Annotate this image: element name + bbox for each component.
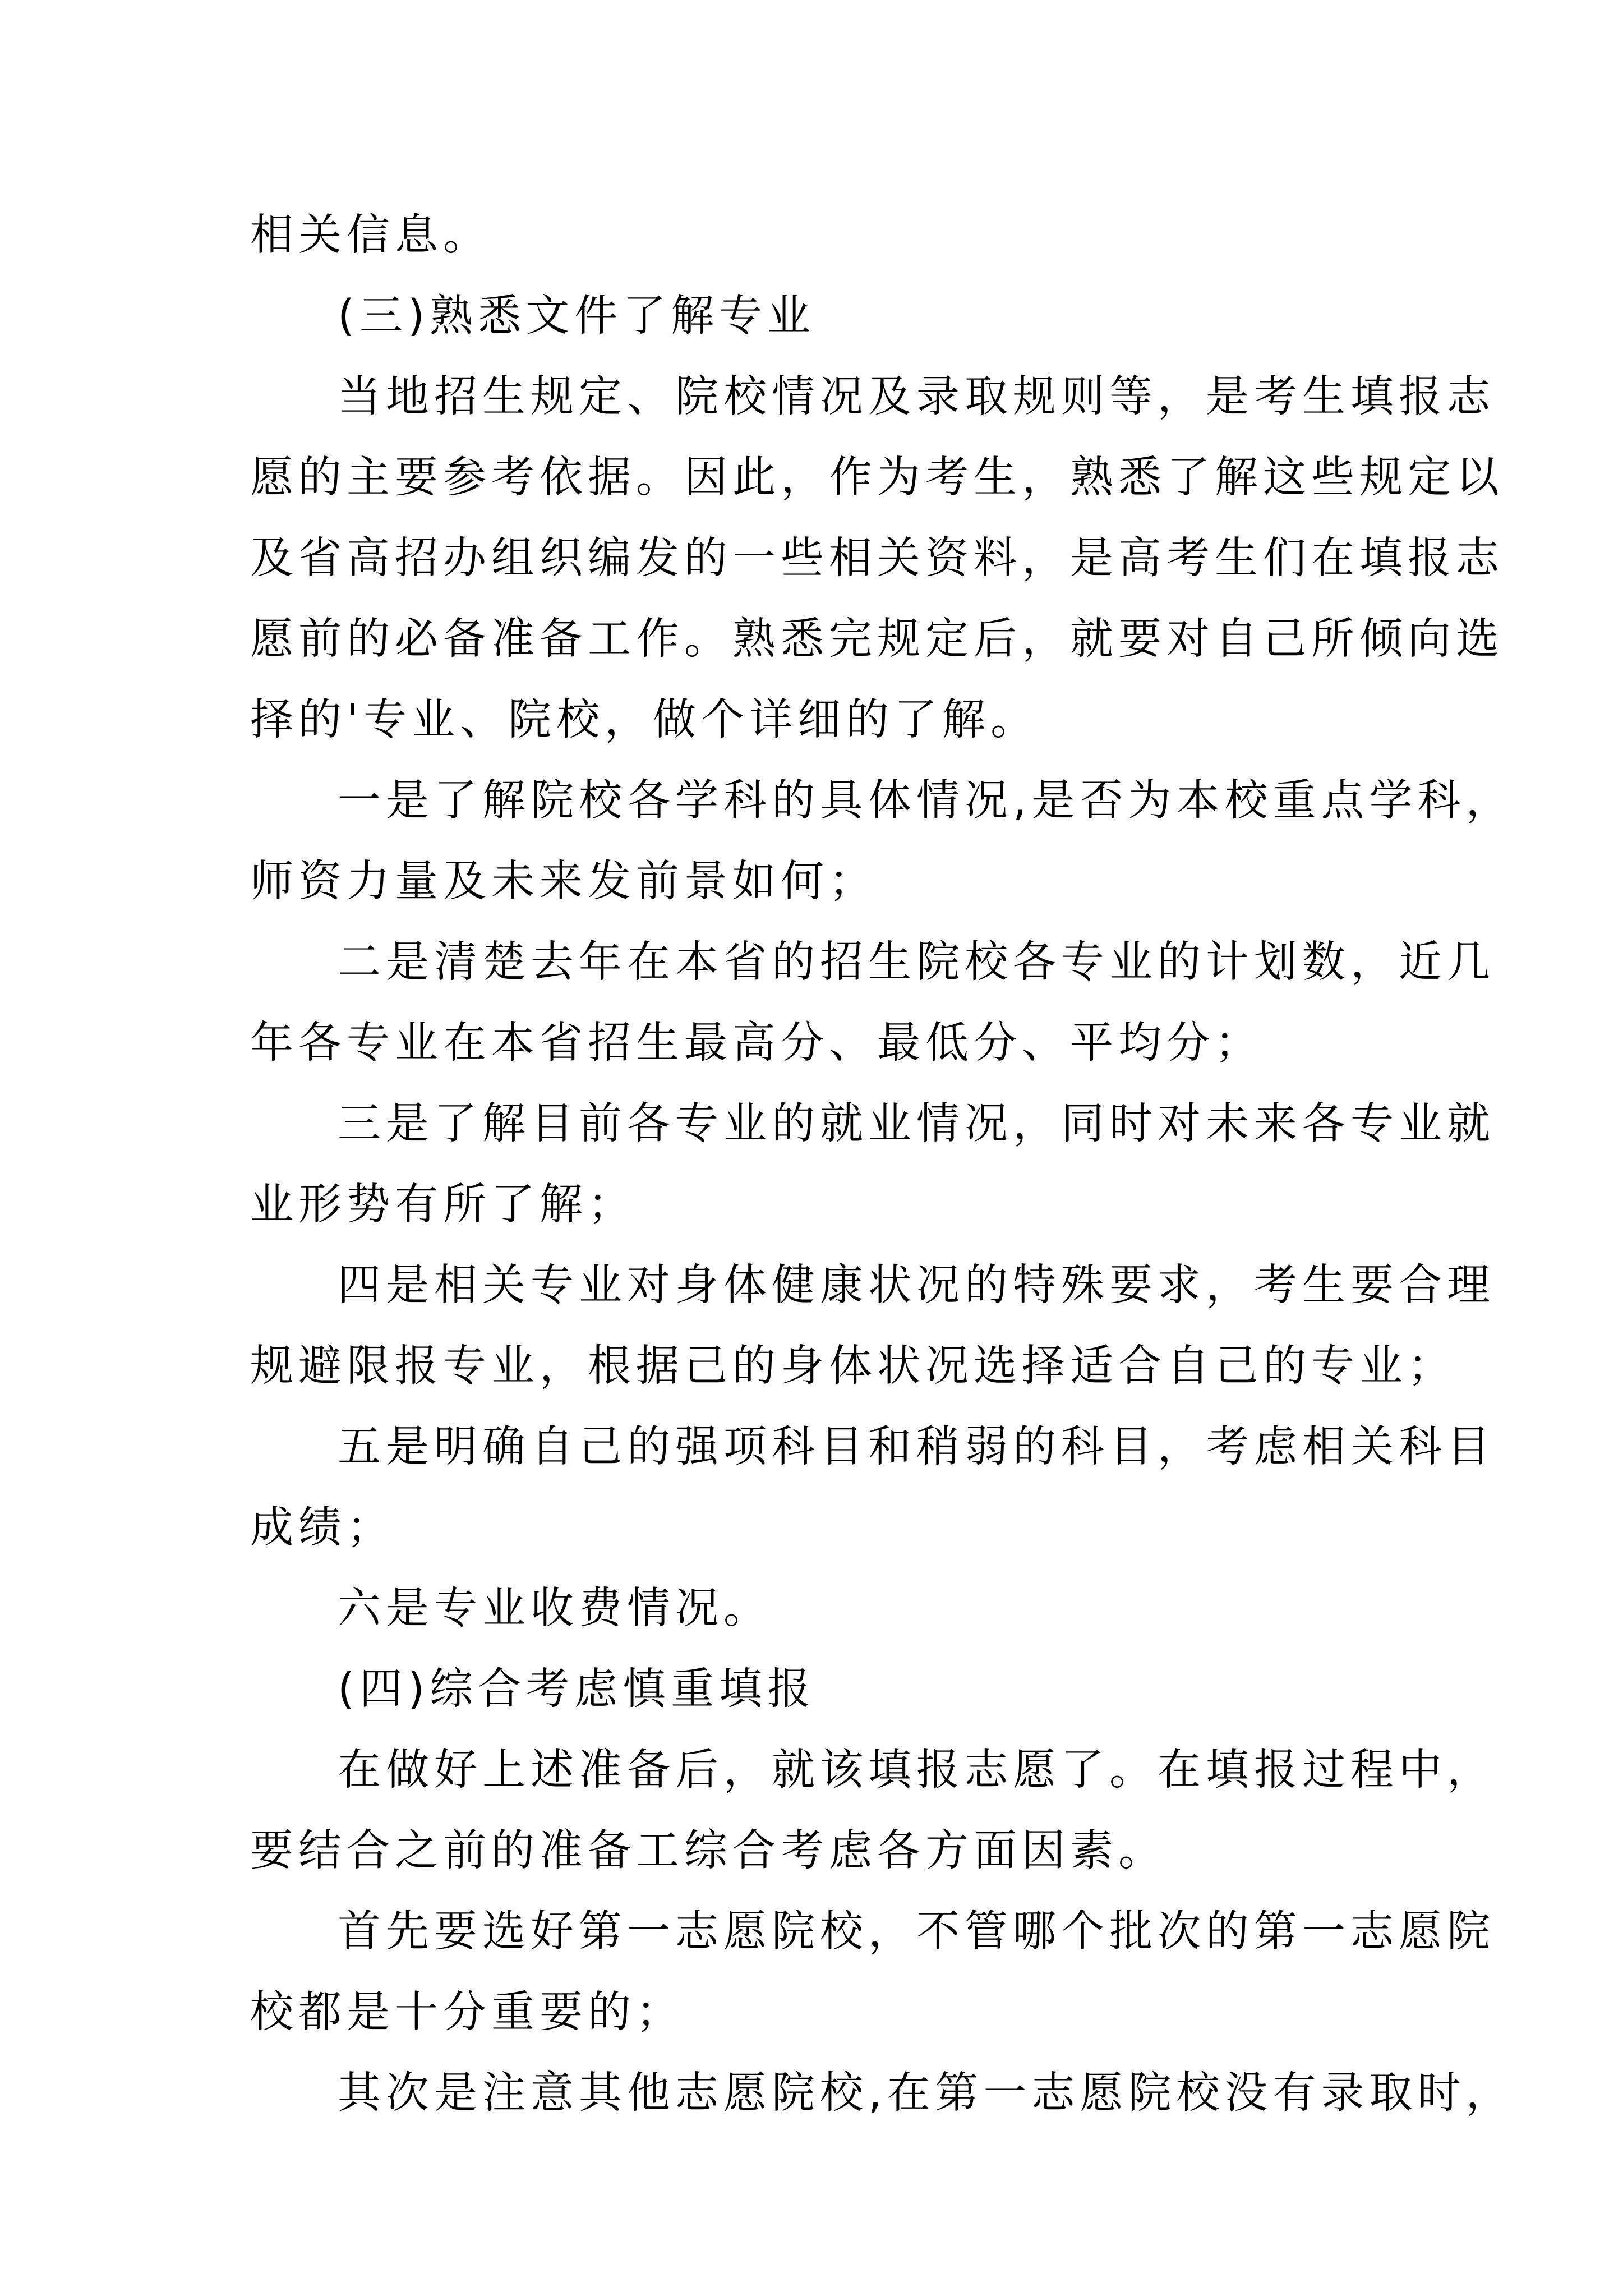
- text-line: 相关信息。: [250, 210, 491, 260]
- text-line: 愿前的必备准备工作。熟悉完规定后，就要对自己所倾向选: [250, 614, 1504, 664]
- text-line: 规避限报专业，根据己的身体状况选择适合自己的专业；: [250, 1341, 1456, 1391]
- text-line: 其次是注意其他志愿院校,在第一志愿院校没有录取时，: [338, 2068, 1514, 2118]
- section-heading: (四)综合考虑慎重填报: [338, 1664, 816, 1714]
- text-line: 首先要选好第一志愿院校，不管哪个批次的第一志愿院: [338, 1907, 1495, 1957]
- text-line: 校都是十分重要的；: [250, 1987, 684, 2037]
- text-line: 及省高招办组织编发的一些相关资料，是高考生们在填报志: [250, 533, 1504, 583]
- text-line: 择的'专业、院校，做个详细的了解。: [250, 695, 1039, 745]
- text-line: 当地招生规定、院校情况及录取规则等，是考生填报志: [338, 372, 1495, 422]
- text-line: 在做好上述准备后，就该填报志愿了。在填报过程中，: [338, 1745, 1495, 1795]
- text-line: 师资力量及未来发前景如何；: [250, 857, 877, 907]
- text-line: 年各专业在本省招生最高分、最低分、平均分；: [250, 1018, 1263, 1068]
- text-line: 四是相关专业对身体健康状况的特殊要求，考生要合理: [338, 1260, 1495, 1310]
- text-line: 一是了解院校各学科的具体情况,是否为本校重点学科，: [338, 776, 1514, 826]
- text-line: 业形势有所了解；: [250, 1180, 636, 1230]
- text-line: 三是了解目前各专业的就业情况，同时对未来各专业就: [338, 1099, 1495, 1149]
- text-line: 成绩；: [250, 1503, 395, 1553]
- text-line: 愿的主要参考依据。因此，作为考生，熟悉了解这些规定以: [250, 453, 1504, 503]
- text-line: 五是明确自己的强项科目和稍弱的科目，考虑相关科目: [338, 1422, 1495, 1472]
- text-line: 要结合之前的准备工综合考虑各方面因素。: [250, 1826, 1166, 1876]
- text-line: 二是清楚去年在本省的招生院校各专业的计划数，近几: [338, 937, 1495, 987]
- text-line: 六是专业收费情况。: [338, 1584, 772, 1634]
- section-heading: (三)熟悉文件了解专业: [338, 291, 816, 341]
